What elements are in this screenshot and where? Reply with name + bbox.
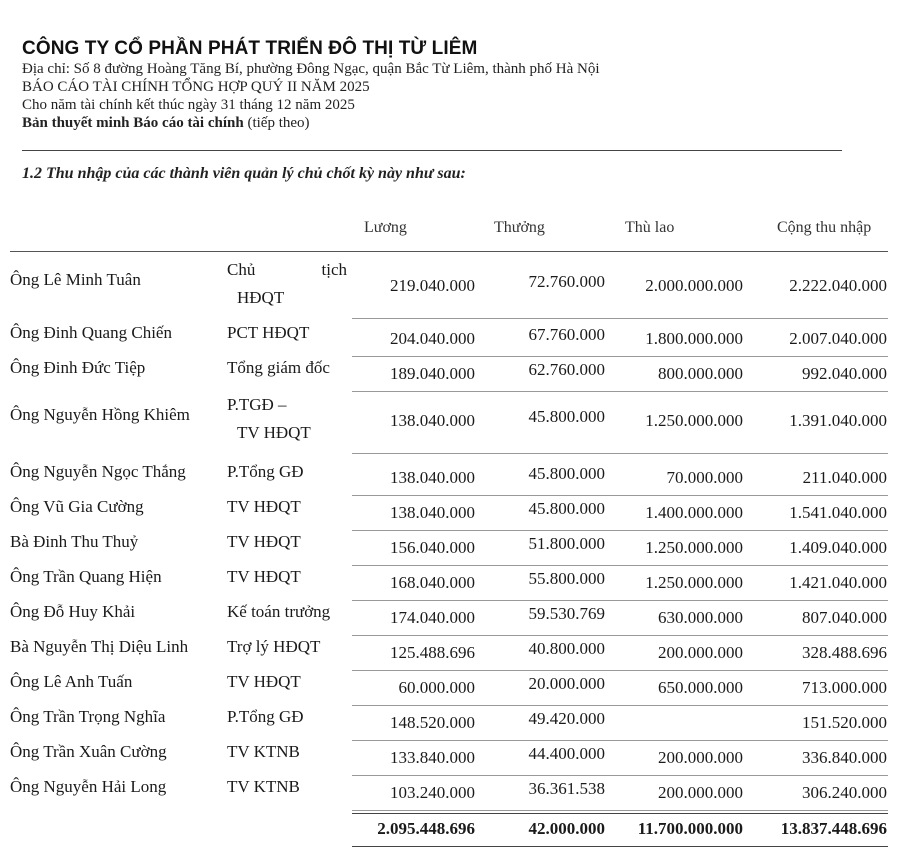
document-header bbox=[22, 38, 842, 132]
col-header-thuong: Thưởng bbox=[494, 219, 545, 236]
cell-cong: 1.409.040.000 bbox=[789, 538, 887, 557]
member-role: TV HĐQT bbox=[227, 567, 301, 586]
cell-cong: 807.040.000 bbox=[802, 608, 887, 627]
member-name: Ông Trần Trọng Nghĩa bbox=[10, 707, 166, 726]
row-divider bbox=[352, 391, 888, 392]
cell-thuong: 67.760.000 bbox=[528, 325, 605, 344]
table-row bbox=[0, 672, 913, 702]
total-thuong: 42.000.000 bbox=[528, 819, 605, 838]
member-role: P.Tổng GĐ bbox=[227, 462, 304, 481]
member-role: Trợ lý HĐQT bbox=[227, 637, 321, 656]
table-row bbox=[0, 358, 913, 388]
member-name: Ông Đỗ Huy Khải bbox=[10, 602, 136, 621]
cell-thuong: 59.530.769 bbox=[528, 604, 605, 623]
row-divider bbox=[352, 810, 888, 811]
cell-cong: 1.391.040.000 bbox=[789, 411, 887, 430]
table-row bbox=[0, 602, 913, 632]
cell-thulao: 1.800.000.000 bbox=[645, 329, 743, 348]
cell-luong: 174.040.000 bbox=[390, 608, 475, 627]
cell-luong: 156.040.000 bbox=[390, 538, 475, 557]
member-name: Ông Vũ Gia Cường bbox=[10, 497, 144, 516]
table-subtitle: 1.2 Thu nhập của các thành viên quản lý chủ chốt kỳ này như sau: bbox=[22, 165, 466, 182]
member-name: Ông Trần Quang Hiện bbox=[10, 567, 162, 586]
cell-cong: 2.222.040.000 bbox=[789, 276, 887, 295]
member-role: TV HĐQT bbox=[227, 497, 301, 516]
member-role: Tổng giám đốc bbox=[227, 358, 330, 377]
cell-thuong: 44.400.000 bbox=[528, 744, 605, 763]
cell-cong: 992.040.000 bbox=[802, 364, 887, 383]
section-title-bold: Bản thuyết minh Báo cáo tài chính bbox=[22, 115, 244, 131]
cell-luong: 103.240.000 bbox=[390, 783, 475, 802]
cell-thuong: 40.800.000 bbox=[528, 639, 605, 658]
member-role bbox=[227, 391, 347, 447]
member-name: Ông Lê Anh Tuấn bbox=[10, 672, 133, 691]
member-name: Bà Nguyễn Thị Diệu Linh bbox=[10, 637, 189, 656]
table-row bbox=[0, 637, 913, 667]
total-luong: 2.095.448.696 bbox=[377, 819, 475, 838]
cell-cong: 336.840.000 bbox=[802, 748, 887, 767]
table-row bbox=[0, 462, 913, 492]
cell-thulao: 70.000.000 bbox=[666, 468, 743, 487]
row-divider bbox=[352, 318, 888, 319]
cell-thulao: 1.250.000.000 bbox=[645, 411, 743, 430]
table-row bbox=[0, 707, 913, 737]
cell-cong: 211.040.000 bbox=[802, 468, 887, 487]
table-row bbox=[0, 742, 913, 772]
member-role-line2: HĐQT bbox=[237, 288, 285, 307]
company-name: CÔNG TY CỔ PHẦN PHÁT TRIỂN ĐÔ THỊ TỪ LIÊM bbox=[22, 38, 478, 59]
col-header-luong: Lương bbox=[364, 219, 407, 236]
cell-thuong: 45.800.000 bbox=[528, 464, 605, 483]
cell-luong: 60.000.000 bbox=[398, 678, 475, 697]
member-role: TV HĐQT bbox=[227, 532, 301, 551]
member-role-line1: P.TGĐ – bbox=[227, 395, 287, 414]
table-row bbox=[0, 567, 913, 597]
cell-luong: 204.040.000 bbox=[390, 329, 475, 348]
cell-cong: 306.240.000 bbox=[802, 783, 887, 802]
cell-thuong: 55.800.000 bbox=[528, 569, 605, 588]
cell-thuong: 72.760.000 bbox=[528, 272, 605, 291]
cell-thuong: 20.000.000 bbox=[528, 674, 605, 693]
cell-luong: 138.040.000 bbox=[390, 468, 475, 487]
col-header-cong: Cộng thu nhập bbox=[777, 219, 872, 236]
cell-cong: 151.520.000 bbox=[802, 713, 887, 732]
row-divider bbox=[352, 775, 888, 776]
cell-luong: 138.040.000 bbox=[390, 411, 475, 430]
table-row bbox=[0, 258, 913, 314]
member-role: TV KTNB bbox=[227, 777, 300, 796]
member-role: PCT HĐQT bbox=[227, 323, 310, 342]
cell-cong: 328.488.696 bbox=[802, 643, 887, 662]
cell-luong: 148.520.000 bbox=[390, 713, 475, 732]
cell-luong: 189.040.000 bbox=[390, 364, 475, 383]
cell-thuong: 45.800.000 bbox=[528, 407, 605, 426]
member-role: Kế toán trưởng bbox=[227, 602, 331, 621]
cell-thulao: 1.250.000.000 bbox=[645, 573, 743, 592]
row-divider bbox=[352, 356, 888, 357]
cell-cong: 1.541.040.000 bbox=[789, 503, 887, 522]
member-role: P.Tổng GĐ bbox=[227, 707, 304, 726]
cell-luong: 168.040.000 bbox=[390, 573, 475, 592]
total-thulao: 11.700.000.000 bbox=[637, 819, 743, 838]
cell-thuong: 45.800.000 bbox=[528, 499, 605, 518]
col-header-thulao: Thù lao bbox=[625, 219, 675, 236]
row-divider bbox=[352, 565, 888, 566]
cell-thulao: 200.000.000 bbox=[658, 783, 743, 802]
cell-cong: 1.421.040.000 bbox=[789, 573, 887, 592]
cell-thuong: 51.800.000 bbox=[528, 534, 605, 553]
cell-thuong: 62.760.000 bbox=[528, 360, 605, 379]
member-name: Ông Đinh Đức Tiệp bbox=[10, 358, 146, 377]
cell-thulao: 650.000.000 bbox=[658, 678, 743, 697]
table-row bbox=[0, 497, 913, 527]
member-name: Bà Đinh Thu Thuỷ bbox=[10, 532, 139, 551]
header-divider bbox=[22, 150, 842, 151]
row-divider bbox=[352, 635, 888, 636]
member-role-line2: TV HĐQT bbox=[237, 423, 311, 442]
row-divider bbox=[352, 670, 888, 671]
row-divider bbox=[352, 495, 888, 496]
member-name: Ông Nguyễn Hồng Khiêm bbox=[10, 405, 190, 424]
member-name: Ông Đinh Quang Chiến bbox=[10, 323, 172, 342]
cell-cong: 713.000.000 bbox=[802, 678, 887, 697]
report-period: Cho năm tài chính kết thúc ngày 31 tháng 12 năm 2025 bbox=[22, 97, 355, 113]
total-bottom-rule bbox=[352, 846, 888, 847]
table-row bbox=[0, 777, 913, 807]
table-row bbox=[0, 323, 913, 353]
row-divider bbox=[352, 740, 888, 741]
cell-thulao: 200.000.000 bbox=[658, 748, 743, 767]
member-name: Ông Trần Xuân Cường bbox=[10, 742, 167, 761]
member-name: Ông Nguyễn Ngọc Thắng bbox=[10, 462, 186, 481]
cell-thulao: 800.000.000 bbox=[658, 364, 743, 383]
cell-thulao: 2.000.000.000 bbox=[645, 276, 743, 295]
cell-thulao: 200.000.000 bbox=[658, 643, 743, 662]
company-address: Địa chỉ: Số 8 đường Hoàng Tăng Bí, phường Đông Ngạc, quận Bắc Từ Liêm, thành phố Hà Nội bbox=[22, 61, 600, 77]
cell-thulao: 1.400.000.000 bbox=[645, 503, 743, 522]
row-divider bbox=[352, 453, 888, 454]
section-title bbox=[22, 114, 842, 132]
cell-thulao: 630.000.000 bbox=[658, 608, 743, 627]
member-role bbox=[227, 256, 347, 312]
table-row bbox=[0, 393, 913, 449]
report-title: BÁO CÁO TÀI CHÍNH TỔNG HỢP QUÝ II NĂM 2025 bbox=[22, 79, 370, 95]
member-name: Ông Nguyễn Hải Long bbox=[10, 777, 167, 796]
cell-thulao: 1.250.000.000 bbox=[645, 538, 743, 557]
cell-cong: 2.007.040.000 bbox=[789, 329, 887, 348]
section-title-note: (tiếp theo) bbox=[247, 115, 310, 131]
cell-luong: 125.488.696 bbox=[390, 643, 475, 662]
total-cong: 13.837.448.696 bbox=[780, 819, 887, 838]
member-role-line1: Chủ bbox=[227, 260, 256, 279]
row-divider bbox=[352, 705, 888, 706]
row-divider bbox=[352, 530, 888, 531]
member-role-line1b: tịch bbox=[321, 260, 347, 279]
table-row bbox=[0, 532, 913, 562]
total-top-rule bbox=[352, 813, 888, 814]
cell-luong: 138.040.000 bbox=[390, 503, 475, 522]
cell-luong: 133.840.000 bbox=[390, 748, 475, 767]
cell-thuong: 36.361.538 bbox=[528, 779, 605, 798]
row-divider bbox=[352, 600, 888, 601]
cell-thuong: 49.420.000 bbox=[528, 709, 605, 728]
member-name: Ông Lê Minh Tuân bbox=[10, 270, 141, 289]
member-role: TV HĐQT bbox=[227, 672, 301, 691]
table-top-rule bbox=[10, 251, 888, 252]
cell-luong: 219.040.000 bbox=[390, 276, 475, 295]
member-role: TV KTNB bbox=[227, 742, 300, 761]
